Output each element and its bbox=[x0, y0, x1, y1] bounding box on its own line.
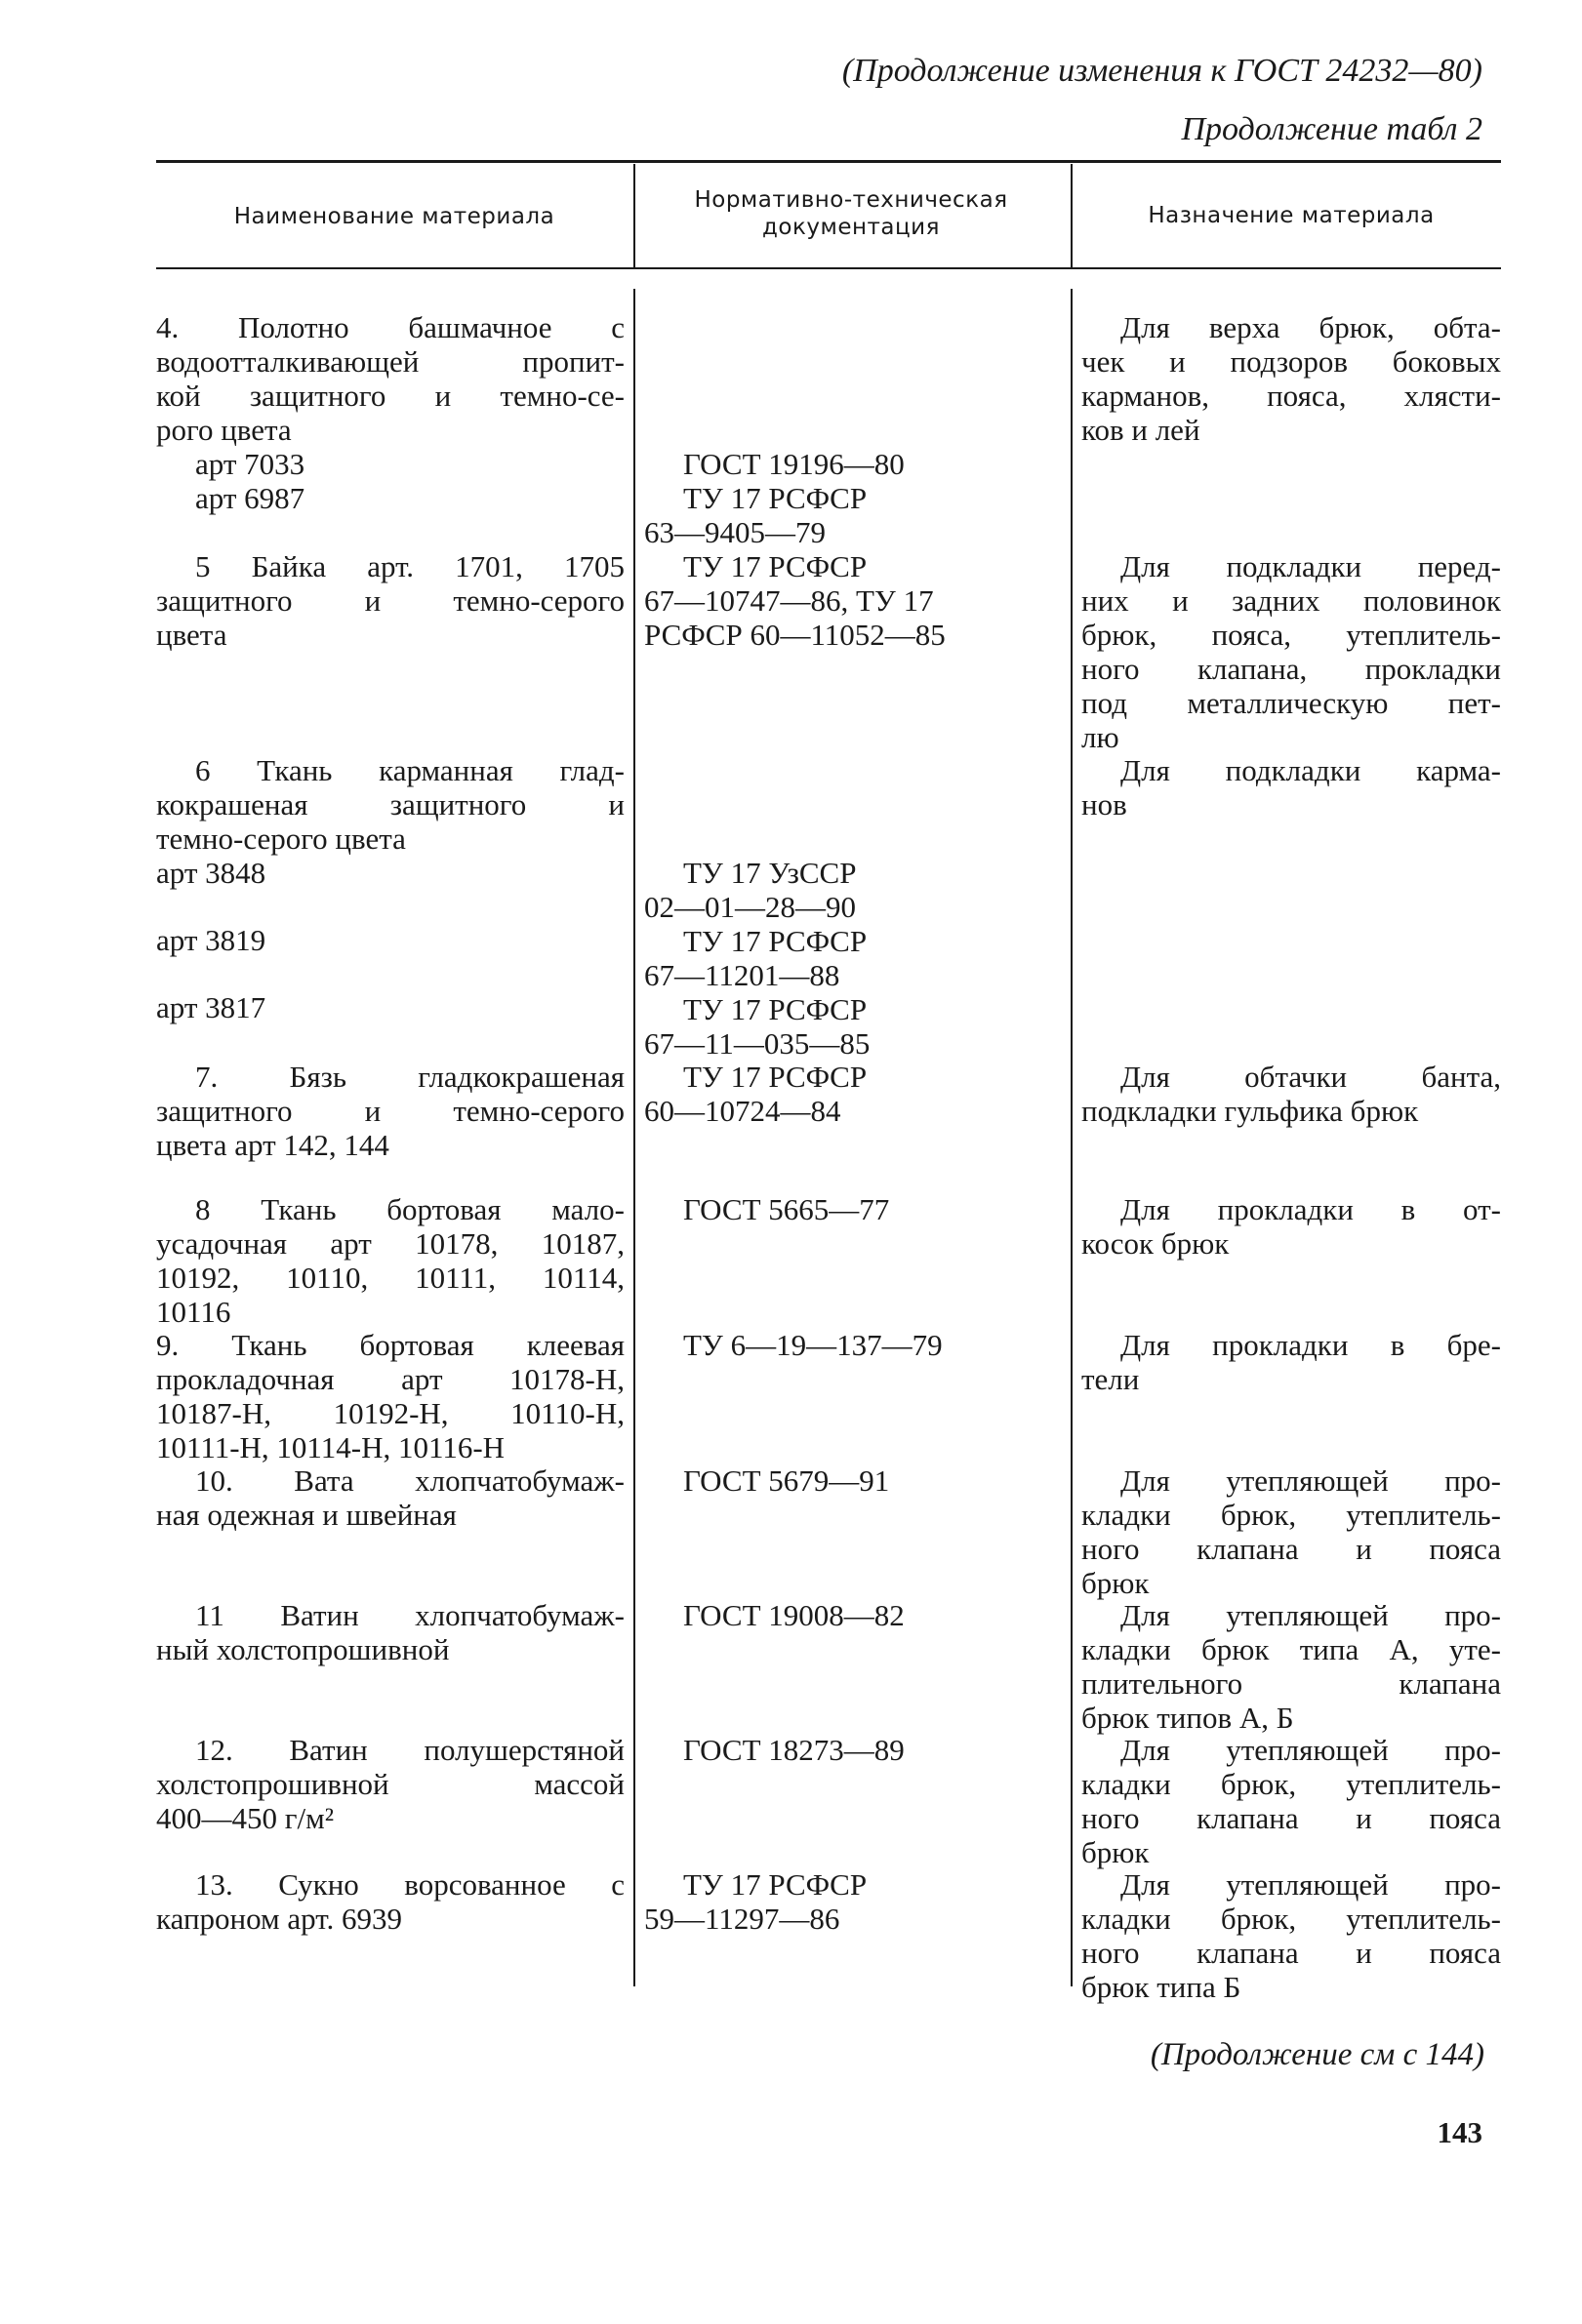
row-12-doc: ГОСТ 18273—89 bbox=[683, 1733, 905, 1767]
column-header-name: Наименование материала bbox=[233, 204, 555, 229]
row-11-name: 11 Ватин хлопчатобумаж- ный холстопрошивной bbox=[156, 1598, 625, 1666]
row-6-doc: ТУ 17 УзССР 02—01—28—90 ТУ 17 РСФСР 67—11201—88 ТУ 17 РСФСР 67—11—035—85 bbox=[644, 856, 871, 1061]
continued-note: (Продолжение см с 144) bbox=[1150, 2037, 1484, 2072]
row-11-doc: ГОСТ 19008—82 bbox=[683, 1598, 905, 1632]
page-number: 143 bbox=[1437, 2115, 1482, 2149]
row-10-name: 10. Вата хлопчатобумаж- ная одежная и швейная bbox=[156, 1463, 625, 1532]
row-7-doc: ТУ 17 РСФСР 60—10724—84 bbox=[644, 1060, 868, 1128]
row-4-purpose: Для верха брюк, обта- чек и подзоров боковых карманов, пояса, хлясти- ков и лей bbox=[1081, 310, 1501, 447]
table-continuation-label: Продолжение табл 2 bbox=[1181, 111, 1482, 147]
column-header-doc: Нормативно-техническая документация bbox=[694, 187, 1008, 240]
row-9-doc: ТУ 6—19—137—79 bbox=[683, 1328, 943, 1362]
row-9-name: 9. Ткань бортовая клеевая прокладочная арт 10178-Н, 10187-Н, 10192-Н, 10110-Н, 10111-Н, 10114-Н, 10116-Н bbox=[156, 1328, 625, 1464]
row-5-purpose: Для подкладки перед- них и задних половинок брюк, пояса, утеплитель- ного клапана, прокладки под металлическую пет- лю bbox=[1081, 549, 1501, 754]
row-12-purpose: Для утепляющей про- кладки брюк, утеплитель- ного клапана и пояса брюк bbox=[1081, 1733, 1501, 1869]
header-divider-1 bbox=[633, 164, 635, 268]
header-divider-2 bbox=[1071, 164, 1073, 268]
row-11-purpose: Для утепляющей про- кладки брюк типа А, уте- плительного клапана брюк типов А, Б bbox=[1081, 1598, 1501, 1735]
row-12-name: 12. Ватин полушерстяной холстопрошивной массой 400—450 г/м² bbox=[156, 1733, 625, 1835]
row-5-name: 5 Байка арт. 1701, 1705 защитного и темно-серого цвета bbox=[156, 549, 625, 652]
row-13-purpose: Для утепляющей про- кладки брюк, утеплитель- ного клапана и пояса брюк типа Б bbox=[1081, 1867, 1501, 2004]
table-top-rule bbox=[156, 160, 1501, 163]
row-7-name: 7. Бязь гладкокрашеная защитного и темно-серого цвета арт 142, 144 bbox=[156, 1060, 625, 1162]
row-6-purpose: Для подкладки карма- нов bbox=[1081, 753, 1501, 821]
row-4-art-2: арт 6987 bbox=[195, 481, 305, 515]
row-13-name: 13. Сукно ворсованное с капроном арт. 6939 bbox=[156, 1867, 625, 1936]
row-8-purpose: Для прокладки в от- косок брюк bbox=[1081, 1192, 1501, 1261]
row-5-doc: ТУ 17 РСФСР 67—10747—86, ТУ 17 РСФСР 60—11052—85 bbox=[644, 549, 946, 652]
row-6-name: 6 Ткань карманная глад- кокрашеная защитного и темно-серого цвета bbox=[156, 753, 625, 856]
row-4-name: 4. Полотно башмачное с водоотталкивающей пропит- кой защитного и темно-се- рого цвета арт 7033 арт 6987 bbox=[156, 310, 625, 515]
row-13-doc: ТУ 17 РСФСР 59—11297—86 bbox=[644, 1867, 868, 1936]
row-6-art-2: арт 3819 bbox=[156, 923, 266, 957]
column-divider-1 bbox=[633, 289, 635, 1986]
row-10-doc: ГОСТ 5679—91 bbox=[683, 1463, 890, 1498]
row-10-purpose: Для утепляющей про- кладки брюк, утеплитель- ного клапана и пояса брюк bbox=[1081, 1463, 1501, 1600]
row-7-purpose: Для обтачки банта, подкладки гульфика брюк bbox=[1081, 1060, 1501, 1128]
continuation-header: (Продолжение изменения к ГОСТ 24232—80) bbox=[841, 53, 1482, 89]
table-header-rule bbox=[156, 267, 1501, 269]
row-8-doc: ГОСТ 5665—77 bbox=[683, 1192, 890, 1226]
row-4-doc: ГОСТ 19196—80 ТУ 17 РСФСР 63—9405—79 bbox=[644, 447, 905, 549]
column-header-purpose: Назначение материала bbox=[1148, 203, 1435, 228]
row-6-art-3: арт 3817 bbox=[156, 990, 266, 1024]
row-9-purpose: Для прокладки в бре- тели bbox=[1081, 1328, 1501, 1396]
row-8-name: 8 Ткань бортовая мало- усадочная арт 10178, 10187, 10192, 10110, 10111, 10114, 10116 bbox=[156, 1192, 625, 1329]
row-6-art-1: арт 3848 bbox=[156, 856, 266, 890]
row-4-art-1: арт 7033 bbox=[195, 447, 305, 481]
